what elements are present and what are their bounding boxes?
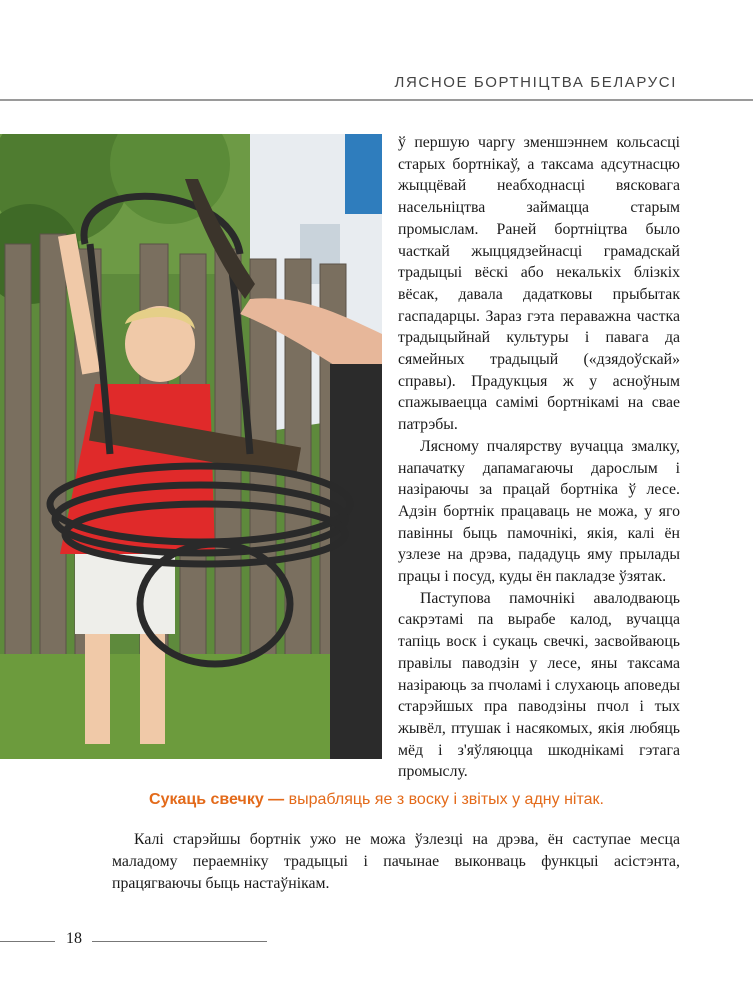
header-rule (0, 99, 753, 101)
footer-rule-right (92, 941, 267, 942)
column-paragraph-2: Лясному пчалярству вучацца змалку, напачатку дапамагаючы дарослым і назіраючы за працай бортніка ў лесе. Адзін бортнік працаваць не можа, у яго павінны быць памочнікі, якія, калі ён узлезе на дрэва, пададуць яму прылады працы і посуд, куды ён пакладзе ўзятак. (398, 437, 680, 586)
photo-boy-with-rope (0, 134, 382, 759)
photo-illustration (0, 134, 382, 759)
callout-definition: вырабляць яе з воску і звітых у адну нітак. (284, 791, 604, 808)
page-number: 18 (66, 930, 82, 947)
callout-term: Сукаць свечку — (149, 791, 285, 808)
definition-callout (0, 791, 753, 809)
bottom-text (112, 829, 680, 895)
running-header: ЛЯСНОЕ БОРТНІЦТВА БЕЛАРУСІ (394, 74, 677, 91)
column-paragraph-1: ў першую чаргу зменшэннем кольcасці старых бортнікаў, а таксама адсутнасцю жыццёвай неабходнасці вясковага насельніцтва займацца старым промыслам. Раней бортніцтва было часткай жыццядзейнасці грамадскай традыцыі вёскі або некалькіх блізкіх вёсак, давала дадатковы прыбытак гаспадарцы. Зараз гэта пераважна частка традыцыйнай культуры і павага да сямейных традыцый («дзядоўскай» справы). Прадукцыя ж у асноўным спажываецца самімі бортнікамі на свае патрэбы. (398, 134, 680, 434)
column-text (398, 132, 680, 783)
column-paragraph-3: Паступова памочнікі авалодваюць сакрэтамі па вырабе калод, вучацца тапіць воск і сукаць свечкі, засвойваюць правілы паводзін у лесе, яны таксама назіраюць за пчоламі і слухаюць аповеды старэйшых пра паводзіны пчол і тых жывёл, птушак і насякомых, якія любяць мёд і з'яўляюцца шкоднікамі гэтага промыслу. (398, 589, 680, 781)
bottom-paragraph-1: Калі старэйшы бортнік ужо не можа ўзлезці на дрэва, ён саступае месца маладому пераемніку традыцыі і пачынае выконваць функцыі асістэнта, працягваючы быць настаўнікам. (112, 831, 680, 892)
footer-rule-left (0, 941, 55, 942)
